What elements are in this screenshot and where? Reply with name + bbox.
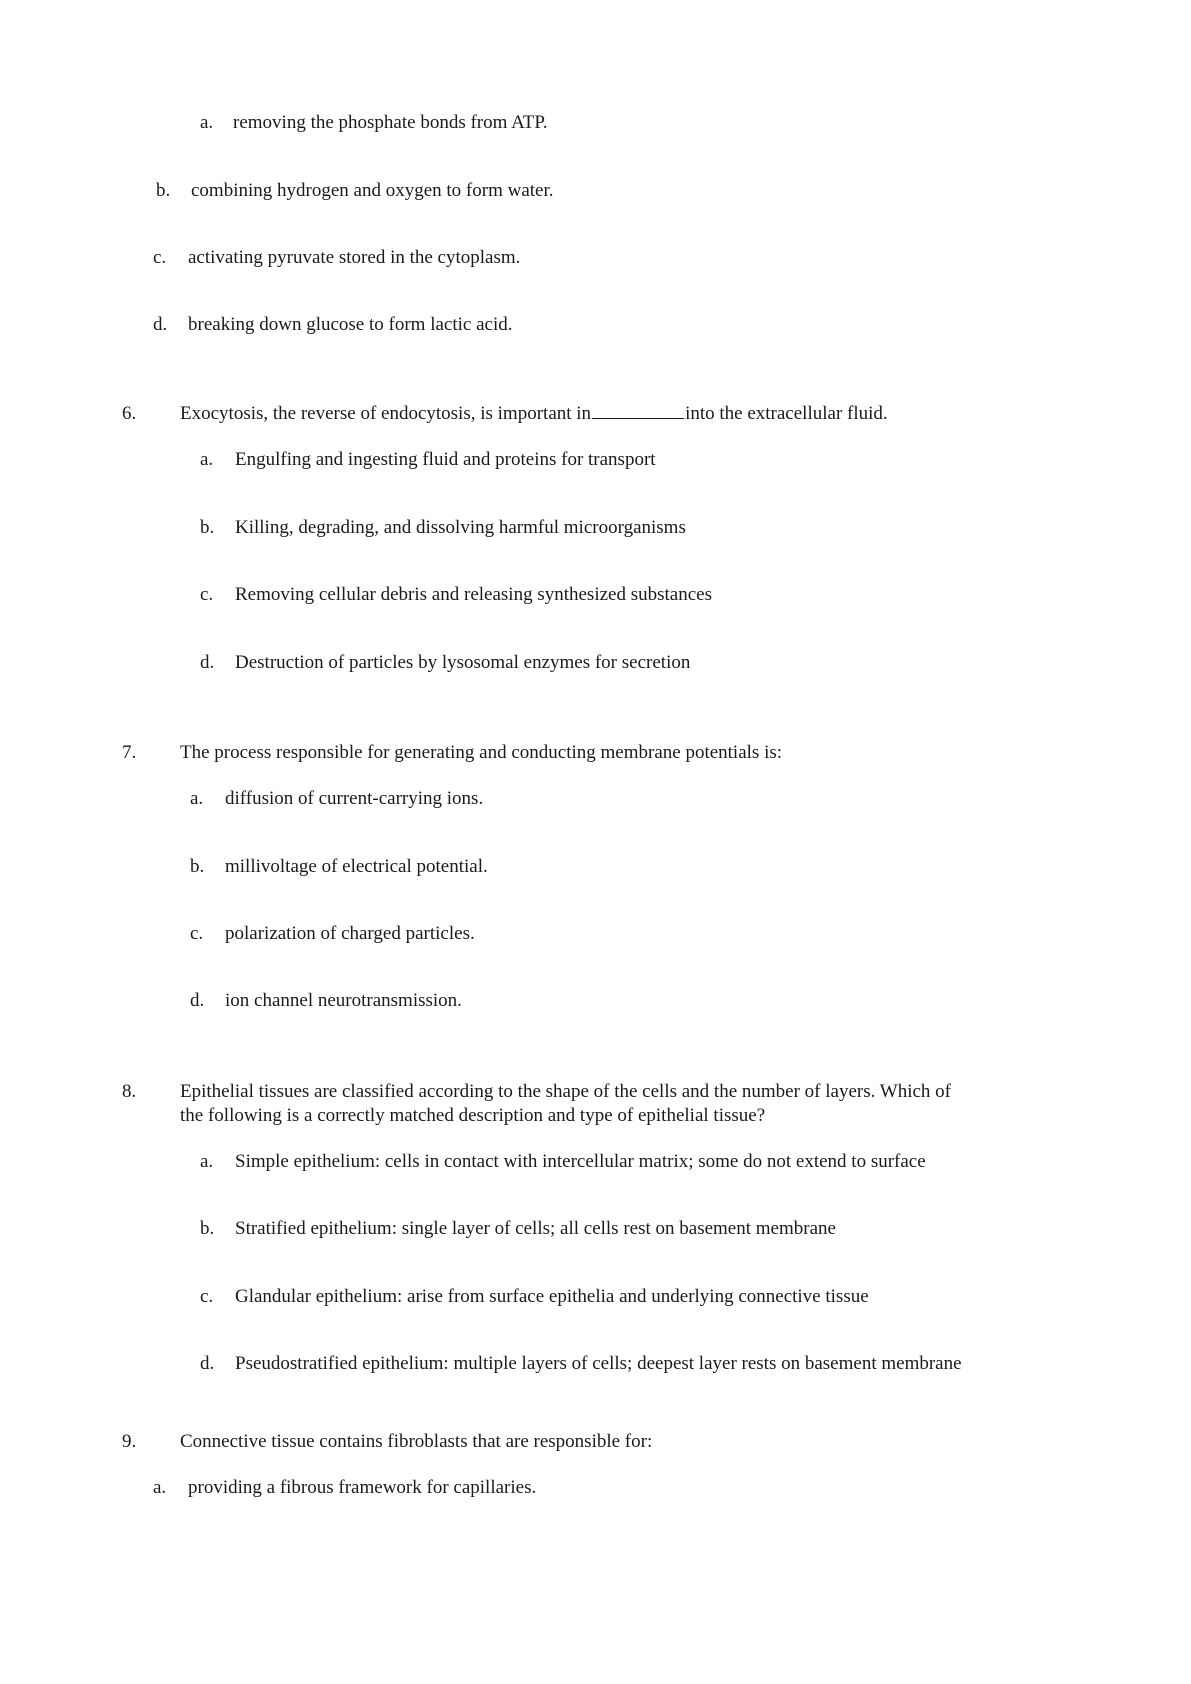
question-number: 8. bbox=[122, 1081, 137, 1102]
option-text: breaking down glucose to form lactic acid. bbox=[188, 314, 513, 335]
option-letter: a. bbox=[190, 788, 204, 809]
option-letter: a. bbox=[200, 449, 214, 470]
option-letter: c. bbox=[200, 1286, 214, 1307]
option-letter: d. bbox=[200, 1353, 215, 1374]
option-letter: b. bbox=[190, 856, 205, 877]
option-text: diffusion of current-carrying ions. bbox=[225, 788, 484, 809]
option-text: activating pyruvate stored in the cytoplasm. bbox=[188, 247, 521, 268]
option-text: combining hydrogen and oxygen to form water. bbox=[191, 180, 554, 201]
stem-before-blank: Exocytosis, the reverse of endocytosis, is important in bbox=[180, 403, 592, 424]
option-text: ion channel neurotransmission. bbox=[225, 990, 462, 1011]
option-letter: b. bbox=[200, 1218, 215, 1239]
option-text: polarization of charged particles. bbox=[225, 923, 475, 944]
question-text-line-2: the following is a correctly matched description and type of epithelial tissue? bbox=[180, 1105, 766, 1126]
answer-blank bbox=[592, 404, 684, 419]
option-letter: d. bbox=[153, 314, 168, 335]
option-letter: a. bbox=[200, 1151, 214, 1172]
option-text: Destruction of particles by lysosomal enzymes for secretion bbox=[235, 652, 691, 673]
option-letter: d. bbox=[190, 990, 205, 1011]
option-letter: a. bbox=[200, 112, 214, 133]
option-text: Pseudostratified epithelium: multiple layers of cells; deepest layer rests on basement membrane bbox=[235, 1353, 962, 1374]
option-text: Engulfing and ingesting fluid and proteins for transport bbox=[235, 449, 656, 470]
question-text bbox=[180, 403, 888, 425]
stem-after-blank: into the extracellular fluid. bbox=[685, 403, 888, 424]
question-text: The process responsible for generating and conducting membrane potentials is: bbox=[180, 742, 783, 763]
question-number: 6. bbox=[122, 403, 137, 424]
option-text: Stratified epithelium: single layer of cells; all cells rest on basement membrane bbox=[235, 1218, 836, 1239]
question-number: 9. bbox=[122, 1431, 137, 1452]
option-text: Glandular epithelium: arise from surface epithelia and underlying connective tissue bbox=[235, 1286, 869, 1307]
option-text: millivoltage of electrical potential. bbox=[225, 856, 488, 877]
question-text: Connective tissue contains fibroblasts that are responsible for: bbox=[180, 1431, 653, 1452]
option-letter: a. bbox=[153, 1477, 167, 1498]
option-text: Removing cellular debris and releasing synthesized substances bbox=[235, 584, 712, 605]
question-number: 7. bbox=[122, 742, 137, 763]
option-letter: d. bbox=[200, 652, 215, 673]
option-letter: b. bbox=[156, 180, 171, 201]
option-letter: c. bbox=[190, 923, 204, 944]
option-letter: c. bbox=[153, 247, 167, 268]
option-text: removing the phosphate bonds from ATP. bbox=[233, 112, 548, 133]
option-text: Simple epithelium: cells in contact with intercellular matrix; some do not extend to surface bbox=[235, 1151, 926, 1172]
question-text-line-1: Epithelial tissues are classified according to the shape of the cells and the number of layers. Which of bbox=[180, 1081, 952, 1102]
option-letter: b. bbox=[200, 517, 215, 538]
option-text: Killing, degrading, and dissolving harmful microorganisms bbox=[235, 517, 686, 538]
option-text: providing a fibrous framework for capillaries. bbox=[188, 1477, 537, 1498]
option-letter: c. bbox=[200, 584, 214, 605]
